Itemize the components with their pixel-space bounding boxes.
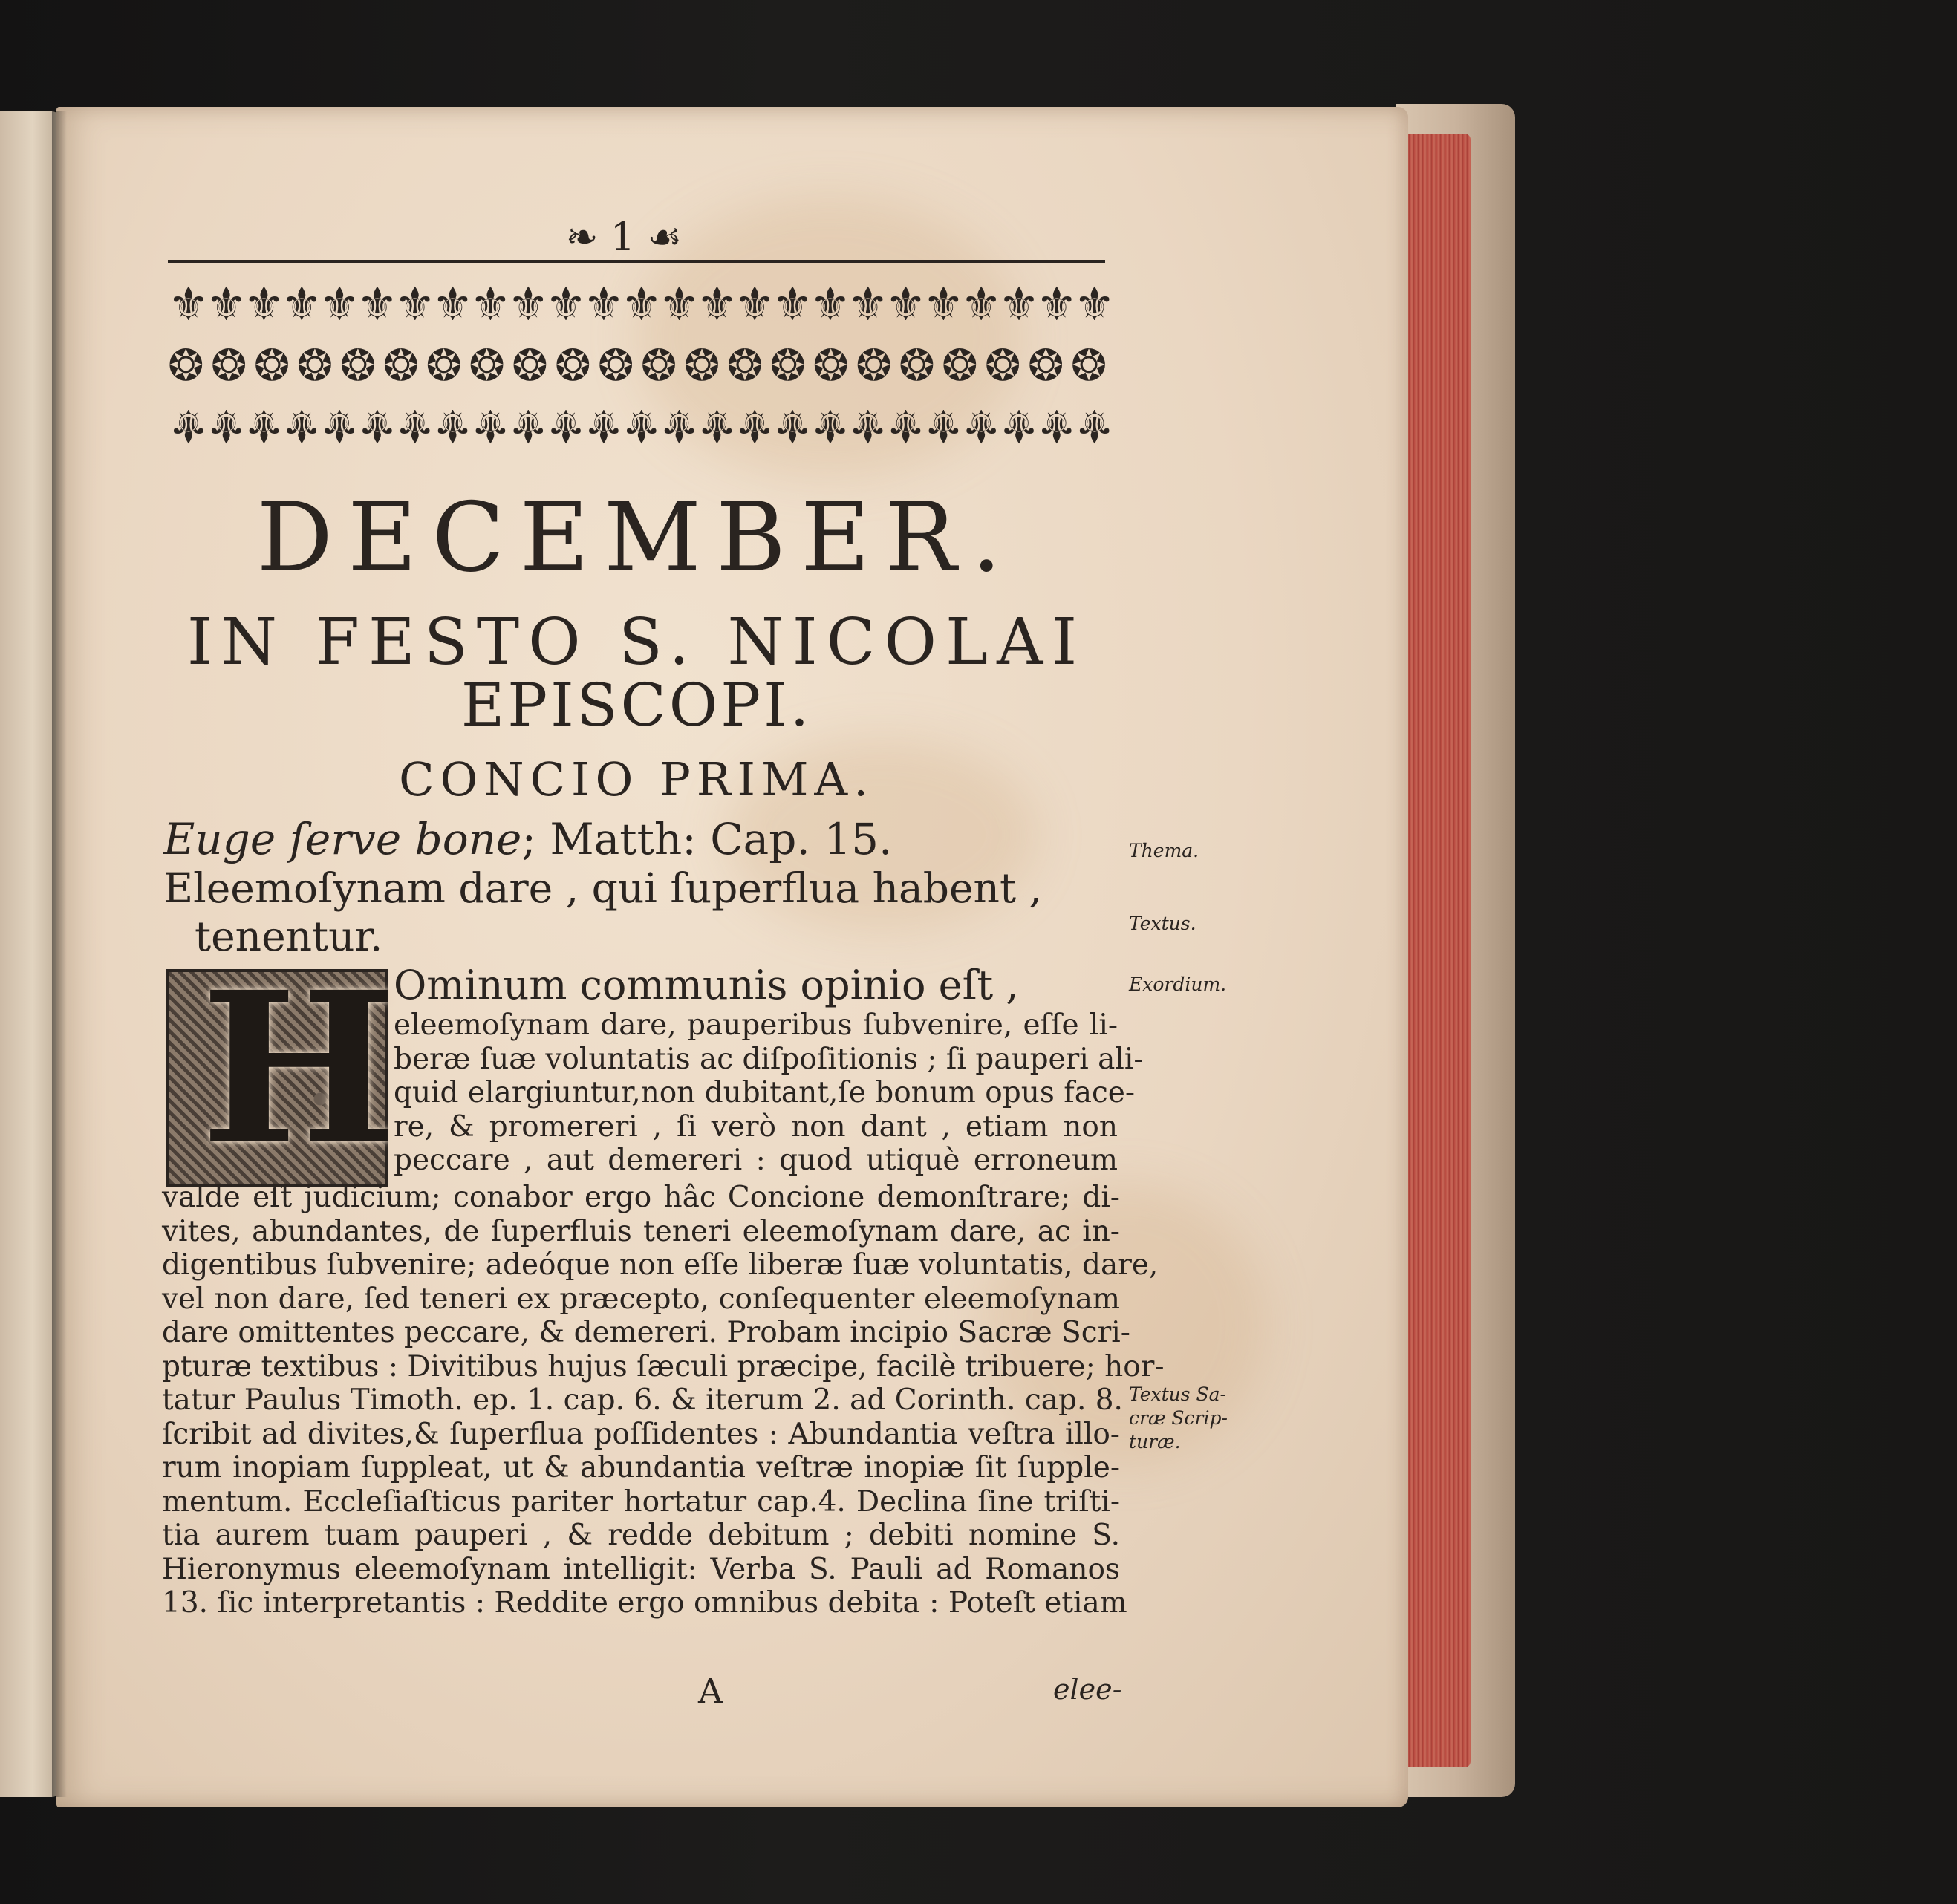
ornament-glyph: ⚜ bbox=[960, 399, 1002, 453]
margin-note-textus-sacrae: Textus Sa- bbox=[1129, 1383, 1227, 1405]
ornament-glyph: ⚜ bbox=[205, 399, 247, 453]
ornament-glyph: ⚜ bbox=[469, 277, 512, 331]
ornament-glyph: ⚜ bbox=[469, 399, 512, 453]
ornament-glyph: ⚜ bbox=[772, 277, 813, 331]
ornament-glyph: ❂ bbox=[296, 340, 333, 391]
ornament-glyph: ❂ bbox=[597, 340, 634, 391]
body-line: ſcribit ad divites,& ſuperflua poſſidentes : Abundantia veſtra illo- bbox=[162, 1417, 1120, 1451]
ornament-glyph: ⚜ bbox=[356, 399, 398, 453]
body-line: pturæ textibus : Divitibus hujus ſæculi præcipe, facilè tribuere; hor- bbox=[162, 1349, 1165, 1383]
page-title: DECEMBER. bbox=[256, 483, 1017, 593]
ornament-glyph: ❂ bbox=[168, 340, 204, 391]
ornament-glyph: ⚜ bbox=[658, 399, 700, 453]
ornamental-headpiece bbox=[168, 271, 1116, 460]
ornament-glyph: ⚜ bbox=[810, 277, 851, 331]
ornament-glyph: ⚜ bbox=[281, 277, 323, 331]
ornament-glyph: ⚜ bbox=[1073, 277, 1116, 331]
ornament-glyph: ⚜ bbox=[281, 399, 323, 453]
ornament-glyph: ⚜ bbox=[583, 277, 625, 331]
ornament-glyph: ❂ bbox=[555, 340, 591, 391]
ornament-glyph: ❂ bbox=[469, 340, 505, 391]
ornament-glyph: ⚜ bbox=[583, 399, 625, 453]
ornament-glyph: ❂ bbox=[769, 340, 807, 391]
head-rule bbox=[168, 260, 1105, 263]
ornament-glyph: ⚜ bbox=[847, 399, 889, 453]
ornament-row-rosettes bbox=[168, 339, 1105, 391]
body-line: tia aurem tuam pauperi , & redde debitum ; debiti nomine S. bbox=[162, 1519, 1120, 1552]
ornament-glyph: ⚜ bbox=[960, 277, 1002, 331]
ornament-glyph: ⚜ bbox=[319, 277, 360, 331]
body-line: 13. ſic interpretantis : Reddite ergo omnibus debita : Poteſt etiam bbox=[162, 1586, 1127, 1620]
body-line: quid elargiuntur,non dubitant,ſe bonum opus face- bbox=[394, 1076, 1136, 1109]
body-line: mentum. Eccleſiaſticus pariter hortatur cap.4. Declina ſine triſti- bbox=[162, 1484, 1120, 1519]
ornament-glyph: ⚜ bbox=[847, 277, 889, 331]
sermon-title: CONCIO PRIMA. bbox=[399, 752, 874, 806]
signature-mark: A bbox=[698, 1671, 723, 1711]
text-line-1: Eleemoſynam dare , qui ſuperflua habent , bbox=[163, 864, 1043, 912]
catchword: elee- bbox=[1053, 1673, 1122, 1706]
margin-note-thema: Thema. bbox=[1129, 840, 1199, 861]
ornament-glyph: ❂ bbox=[942, 340, 978, 391]
ornament-glyph: ⚜ bbox=[772, 399, 813, 453]
body-line: beræ ſuæ voluntatis ac diſpoſitionis ; ſi pauperi ali- bbox=[394, 1042, 1144, 1076]
ornament-glyph: ⚜ bbox=[545, 399, 587, 453]
ornament-glyph: ⚜ bbox=[998, 399, 1040, 453]
ornament-glyph: ⚜ bbox=[432, 399, 474, 453]
ornament-glyph: ⚜ bbox=[168, 277, 209, 331]
ornament-glyph: ⚜ bbox=[885, 277, 927, 331]
body-line: vel non dare, ſed teneri ex præcepto, conſequenter eleemoſynam bbox=[162, 1282, 1120, 1316]
ornament-glyph: ⚜ bbox=[1036, 399, 1078, 453]
ornament-glyph: ⚜ bbox=[810, 399, 851, 453]
ornament-glyph: ❂ bbox=[856, 340, 892, 391]
body-line: re, & promereri , ſi verò non dant , etiam non bbox=[394, 1109, 1118, 1144]
ornament-glyph: ⚜ bbox=[507, 277, 550, 331]
ornament-row-top bbox=[168, 271, 1116, 338]
ornament-glyph: ⚜ bbox=[205, 277, 247, 331]
body-line: vites, abundantes, de ſuperfluis teneri eleemoſynam dare, ac in- bbox=[162, 1214, 1120, 1248]
theme-line bbox=[163, 809, 892, 869]
ornament-glyph: ⚜ bbox=[356, 277, 398, 331]
ornament-glyph: ❂ bbox=[426, 340, 462, 391]
ornament-glyph: ❂ bbox=[210, 340, 247, 391]
ornament-glyph: ⚜ bbox=[432, 277, 474, 331]
ornament-glyph: ❂ bbox=[512, 340, 548, 391]
ornament-glyph: ⚜ bbox=[696, 277, 738, 331]
ornament-glyph: ⚜ bbox=[620, 399, 662, 453]
page-number: ❧ 1 ☙ bbox=[565, 215, 683, 260]
theme-italic: Euge ſerve bone bbox=[163, 814, 522, 864]
ornament-glyph: ⚜ bbox=[1073, 399, 1116, 453]
ornament-glyph: ⚜ bbox=[168, 399, 209, 453]
ornament-glyph: ⚜ bbox=[545, 277, 587, 331]
body-line: rum inopiam ſuppleat, ut & abundantia veſtræ inopiæ ſit ſupple- bbox=[162, 1451, 1120, 1484]
left-page-edge bbox=[0, 111, 59, 1797]
margin-note-textus: Textus. bbox=[1129, 913, 1196, 934]
ornament-glyph: ❂ bbox=[984, 340, 1021, 391]
ornament-glyph: ❂ bbox=[683, 340, 720, 391]
spine-shadow bbox=[52, 111, 67, 1797]
body-first-line: Ominum communis opinio eſt , bbox=[394, 962, 1019, 1008]
ornament-glyph: ⚜ bbox=[243, 277, 285, 331]
ornament-glyph: ❂ bbox=[899, 340, 935, 391]
ornament-glyph: ⚜ bbox=[734, 399, 776, 453]
ornament-glyph: ⚜ bbox=[998, 277, 1040, 331]
ornament-glyph: ⚜ bbox=[1036, 277, 1078, 331]
ornament-glyph: ⚜ bbox=[319, 399, 360, 453]
ornament-glyph: ❂ bbox=[339, 340, 377, 391]
body-line: dare omittentes peccare, & demereri. Probam incipio Sacræ Scri- bbox=[162, 1316, 1130, 1349]
body-line: Hieronymus eleemoſynam intelligit: Verba S. Pauli ad Romanos bbox=[162, 1552, 1120, 1586]
body-full-lines bbox=[162, 1181, 1165, 1620]
ornament-glyph: ⚜ bbox=[922, 399, 965, 453]
margin-note-textus-sacrae: cræ Scrip- bbox=[1129, 1407, 1228, 1429]
ornament-glyph: ❂ bbox=[1070, 340, 1107, 391]
ornament-glyph: ❂ bbox=[382, 340, 420, 391]
ornament-glyph: ❂ bbox=[726, 340, 763, 391]
feast-title: IN FESTO S. NICOLAI bbox=[186, 605, 1087, 679]
ornament-glyph: ❂ bbox=[1027, 340, 1064, 391]
ornament-glyph: ⚜ bbox=[394, 399, 436, 453]
ornament-glyph: ⚜ bbox=[394, 277, 436, 331]
theme-reference: ; Matth: Cap. 15. bbox=[521, 814, 893, 864]
ornament-glyph: ⚜ bbox=[922, 277, 965, 331]
ornament-glyph: ⚜ bbox=[734, 277, 776, 331]
feast-title-2: EPISCOPI. bbox=[460, 671, 813, 740]
body-line: valde eſt judicium; conabor ergo hâc Concione demonſtrare; di- bbox=[162, 1181, 1120, 1214]
ornament-glyph: ❂ bbox=[640, 340, 677, 391]
body-line: tatur Paulus Timoth. ep. 1. cap. 6. & iterum 2. ad Corinth. cap. 8. bbox=[162, 1383, 1123, 1417]
ornament-glyph: ⚜ bbox=[658, 277, 700, 331]
ornament-glyph: ⚜ bbox=[620, 277, 662, 331]
ornament-glyph: ⚜ bbox=[507, 399, 550, 453]
decorated-initial: H bbox=[201, 947, 397, 1191]
margin-note-exordium: Exordium. bbox=[1129, 974, 1227, 995]
ornament-row-bottom bbox=[168, 391, 1116, 460]
body-indented-lines bbox=[394, 1008, 1144, 1178]
ornament-glyph: ❂ bbox=[813, 340, 849, 391]
text-line-2: tenentur. bbox=[195, 913, 383, 960]
body-line: eleemoſynam dare, pauperibus ſubvenire, eſſe li- bbox=[394, 1008, 1118, 1042]
ornament-glyph: ⚜ bbox=[243, 399, 285, 453]
ornament-glyph: ⚜ bbox=[696, 399, 738, 453]
body-line: peccare , aut demereri : quod utiquè erroneum bbox=[394, 1144, 1118, 1177]
margin-note-textus-sacrae: turæ. bbox=[1129, 1431, 1181, 1453]
ornament-glyph: ❂ bbox=[253, 340, 290, 391]
body-line: digentibus ſubvenire; adeóque non eſſe liberæ ſuæ voluntatis, dare, bbox=[162, 1248, 1159, 1282]
ornament-glyph: ⚜ bbox=[885, 399, 927, 453]
